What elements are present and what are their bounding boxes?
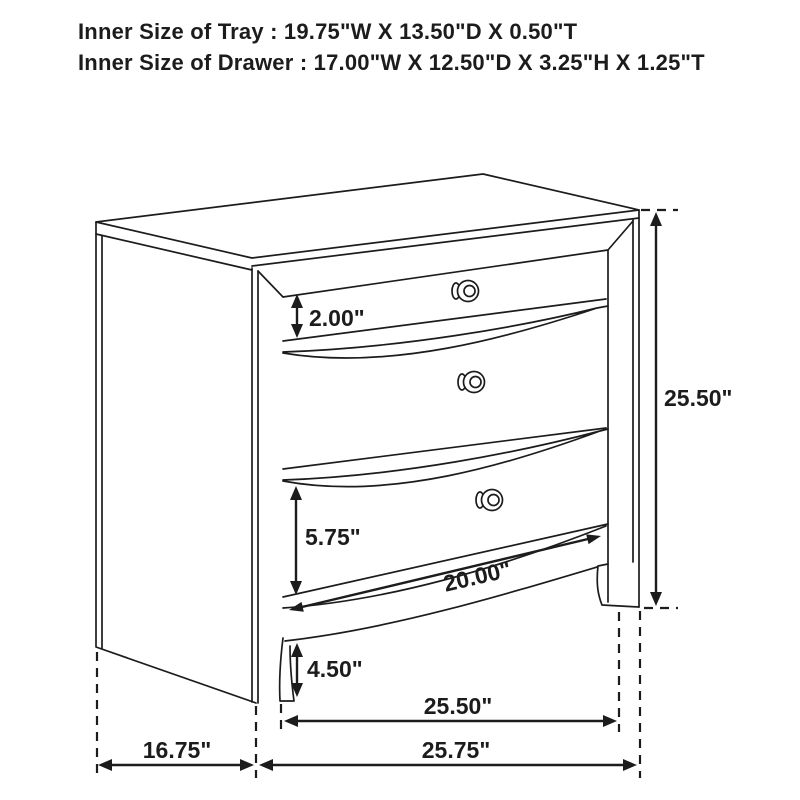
dimension-front-width-between-legs — [284, 693, 617, 727]
rail-under-middle-drawer — [283, 428, 608, 487]
front-left-leg — [280, 638, 294, 701]
bottom-drawer-knob-icon — [476, 490, 503, 511]
dimension-label-leg-clearance: 4.50" — [307, 656, 363, 682]
dimension-label-front-width-between-legs: 25.50" — [423, 693, 493, 719]
dimension-label-drawer-front-height: 5.75" — [305, 524, 361, 550]
tray-drawer-top-edge — [283, 250, 608, 297]
dimension-label-side-depth: 16.75" — [142, 737, 212, 763]
dimension-drawer-front-height — [290, 486, 361, 595]
dimension-leg-clearance — [291, 643, 363, 697]
tray-drawer-knob-icon — [452, 281, 479, 302]
front-right-stile — [608, 210, 639, 607]
dimension-label-drawer-bottom-width: 20.00" — [440, 555, 514, 597]
front-right-leg — [597, 564, 639, 607]
middle-drawer-knob-icon — [458, 372, 485, 393]
front-left-stile — [252, 268, 258, 703]
side-panel — [96, 222, 256, 703]
dimension-side-depth — [98, 737, 254, 771]
extension-lines — [97, 210, 678, 778]
dimension-label-tray-front-height: 2.00" — [309, 305, 365, 331]
front-apron-arch — [285, 567, 597, 641]
dimension-overall-height — [650, 212, 732, 606]
top-surface — [96, 174, 639, 258]
drawer-size-text: Inner Size of Drawer : 17.00"W X 12.50"D X 3.25"H X 1.25"T — [78, 50, 705, 75]
nightstand-outline — [96, 174, 639, 703]
dimension-overall-front-width — [259, 737, 637, 771]
tray-size-text: Inner Size of Tray : 19.75"W X 13.50"D X 0.50"T — [78, 19, 578, 44]
dimension-label-overall-front-width: 25.75" — [421, 737, 491, 763]
dimension-label-overall-height: 25.50" — [664, 385, 733, 411]
